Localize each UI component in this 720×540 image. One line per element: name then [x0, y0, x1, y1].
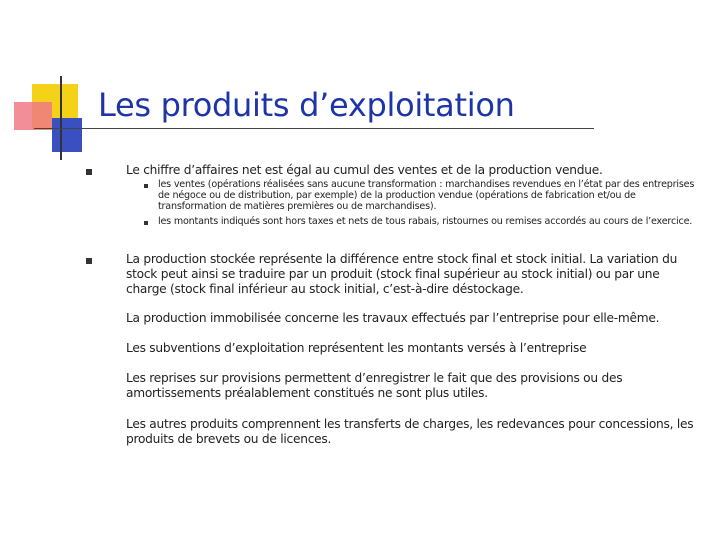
- sub-bullet-montants: les montants indiqués sont hors taxes et nets de tous rabais, ristournes ou remises accordés au cours de l’exercice.: [158, 216, 693, 227]
- paragraph-reprises-provisions: Les reprises sur provisions permettent d’enregistrer le fait que des provisions ou des amortissements préalablement constitués ne sont plus utiles.: [126, 371, 623, 400]
- decor-blue-square: [52, 118, 82, 152]
- bullet-marker: [86, 258, 92, 264]
- bullet-production-stockee: La production stockée représente la différence entre stock final et stock initial. La variation du stock peut ainsi se traduire par un produit (stock final supérieur au stock initial) ou par une charge (stock final inférieur au stock initial, c’est-à-dire déstockage.: [126, 252, 678, 296]
- bullet-chiffre-affaires: Le chiffre d’affaires net est égal au cumul des ventes et de la production vendue.: [126, 163, 603, 177]
- bullet-marker: [86, 169, 92, 175]
- paragraph-subventions: Les subventions d’exploitation représentent les montants versés à l’entreprise: [126, 341, 587, 355]
- paragraph-autres-produits: Les autres produits comprennent les transferts de charges, les redevances pour concessions, les produits de brevets ou de licences.: [126, 417, 694, 446]
- paragraph-production-immobilisee: La production immobilisée concerne les travaux effectués par l’entreprise pour elle-même.: [126, 311, 660, 325]
- decor-red-square: [14, 102, 52, 130]
- slide-title: Les produits d’exploitation: [98, 86, 515, 124]
- title-underline: [34, 128, 594, 129]
- sub-bullet-marker: [144, 221, 148, 225]
- sub-bullet-marker: [144, 184, 148, 188]
- sub-bullet-ventes: les ventes (opérations réalisées sans aucune transformation : marchandises revendues en l’état par des entreprises de négoce ou de distribution, par exemple) de la production vendue (opérations de fabrication et/ou de transformation de matières premières ou de marchandises).: [158, 179, 695, 212]
- decor-vertical-line: [60, 76, 62, 160]
